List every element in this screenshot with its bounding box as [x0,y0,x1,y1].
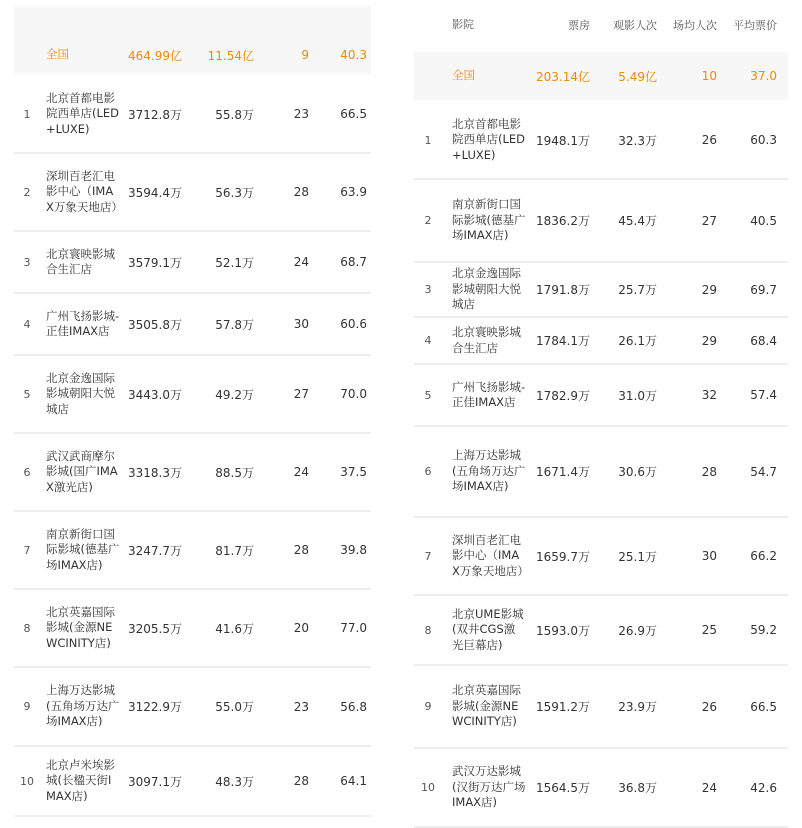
avg-viewers-value: 20 [293,621,309,635]
avg-price-value: 68.4 [750,333,777,348]
right-total-row[interactable] [414,52,788,102]
total-avg-viewers: 10 [701,69,717,83]
avg-viewers-value: 23 [293,107,309,121]
rank-number: 2 [424,214,432,227]
rank-number: 9 [424,700,432,713]
box-office-value: 3594.4万 [128,185,182,200]
table-row[interactable] [14,154,371,232]
rank-number: 4 [23,317,31,331]
total-box-office: 464.99亿 [128,48,182,63]
box-office-value: 1591.2万 [536,700,590,714]
rank-number: 3 [23,255,31,269]
avg-price-value: 66.2 [750,549,777,563]
cinema-name: 上海万达影城(五角场万达广场IMAX店) [452,448,526,494]
header-viewers[interactable]: 观影人次 [613,19,657,32]
table-row[interactable] [414,749,788,828]
table-row[interactable] [14,590,371,668]
avg-price-value: 60.3 [750,133,777,147]
table-row[interactable] [14,434,371,512]
box-office-value: 3443.0万 [128,387,182,402]
header-avg-price[interactable]: 平均票价 [733,19,777,32]
box-office-value: 3122.9万 [128,700,182,714]
box-office-value: 3712.8万 [128,107,182,122]
table-row[interactable] [414,263,788,318]
cinema-name: 北京卢米埃影城(长楹天街IMAX店) [46,757,115,803]
box-office-value: 1593.0万 [536,623,590,638]
total-avg-viewers: 9 [301,48,309,62]
avg-viewers-value: 26 [701,699,717,714]
box-office-value: 1659.7万 [536,549,590,564]
viewers-value: 26.1万 [618,334,657,348]
box-office-value: 3579.1万 [128,255,182,270]
avg-viewers-value: 29 [701,282,717,297]
avg-viewers-value: 32 [701,388,717,402]
viewers-value: 55.8万 [215,107,254,122]
viewers-value: 32.3万 [618,133,657,148]
total-box-office: 203.14亿 [536,69,590,84]
rank-number: 1 [23,107,31,121]
cinema-name: 广州飞扬影城-正佳IMAX店 [46,308,120,338]
table-row[interactable] [414,427,788,518]
box-office-value: 3247.7万 [128,543,182,558]
cinema-name: 武汉万达影城(汉街万达广场IMAX店) [452,764,526,810]
cinema-name: 南京新街口国际影城(德基广场IMAX店) [46,526,120,572]
table-row[interactable] [14,232,371,294]
cinema-name: 北京金逸国际影城朝阳大悦城店 [452,266,521,312]
avg-price-value: 70.0 [340,387,367,401]
avg-viewers-value: 29 [701,333,717,348]
rank-number: 6 [23,465,31,479]
rank-number: 8 [424,623,432,637]
box-office-value: 1782.9万 [536,388,590,403]
avg-price-value: 63.9 [340,185,367,199]
rank-number: 4 [424,334,432,347]
table-row[interactable] [414,318,788,365]
box-office-value: 1671.4万 [536,465,590,479]
left-table-header [14,6,371,36]
header-box-office[interactable]: 票房 [568,19,590,32]
cinema-name: 深圳百老汇电影中心（IMAX万象天地店） [46,168,123,214]
avg-viewers-value: 23 [293,699,309,714]
avg-viewers-value: 30 [701,549,717,563]
cinema-name: 北京英嘉国际影城(金源NEWCINITY店) [452,683,521,729]
viewers-value: 41.6万 [215,621,254,636]
avg-viewers-value: 28 [293,543,309,557]
rank-number: 6 [424,465,432,478]
avg-price-value: 77.0 [340,621,367,635]
avg-price-value: 42.6 [750,780,777,795]
cinema-name: 北京首都电影院西单店(LED+LUXE) [452,116,526,162]
rank-number: 10 [421,781,435,794]
avg-viewers-value: 24 [293,465,309,479]
box-office-value: 3505.8万 [128,317,182,332]
avg-price-value: 57.4 [750,388,777,402]
viewers-value: 45.4万 [618,214,657,228]
avg-price-value: 56.8 [340,699,367,714]
cinema-name: 北京寰映影城合生汇店 [46,246,115,276]
avg-viewers-value: 28 [293,185,309,199]
box-office-value: 1836.2万 [536,214,590,228]
cinema-name: 北京金逸国际影城朝阳大悦城店 [46,370,115,416]
table-row[interactable] [14,747,371,817]
rank-number: 1 [424,133,432,147]
table-row[interactable] [14,294,371,356]
viewers-value: 25.1万 [618,549,657,564]
cinema-name: 北京寰映影城合生汇店 [452,325,521,355]
rank-number: 2 [23,185,31,199]
viewers-value: 31.0万 [618,388,657,403]
table-row[interactable] [14,76,371,154]
avg-price-value: 68.7 [340,255,367,269]
cinema-name: 武汉武商摩尔影城(国广IMAX激光店) [46,448,118,494]
right-ranking-table [414,0,788,828]
avg-price-value: 40.5 [750,213,777,228]
viewers-value: 23.9万 [618,700,657,714]
viewers-value: 57.8万 [215,317,254,332]
table-row[interactable] [14,668,371,747]
total-avg-price: 40.3 [340,48,367,62]
avg-price-value: 60.6 [340,317,367,331]
viewers-value: 55.0万 [215,700,254,714]
box-office-value: 3318.3万 [128,465,182,480]
avg-price-value: 59.2 [750,623,777,637]
table-row[interactable] [414,180,788,263]
viewers-value: 36.8万 [618,781,657,795]
table-row[interactable] [414,666,788,749]
header-cinema: 影院 [452,18,474,32]
avg-price-value: 37.5 [340,465,367,479]
cinema-name: 上海万达影城(五角场万达广场IMAX店) [46,683,120,729]
total-label: 全国 [452,68,475,83]
header-avg-viewers[interactable]: 场均人次 [673,19,717,32]
table-row[interactable] [414,518,788,596]
cinema-name: 深圳百老汇电影中心（IMAX万象天地店） [452,532,529,578]
rank-number: 10 [20,774,34,788]
viewers-value: 26.9万 [618,623,657,638]
avg-price-value: 66.5 [340,107,367,121]
rank-number: 3 [424,283,432,296]
table-row[interactable] [14,356,371,434]
box-office-value: 3097.1万 [128,774,182,789]
box-office-value: 3205.5万 [128,621,182,636]
table-row[interactable] [14,512,371,590]
viewers-value: 56.3万 [215,185,254,200]
cinema-name: 北京首都电影院西单店(LED+LUXE) [46,90,120,136]
avg-price-value: 66.5 [750,699,777,714]
viewers-value: 48.3万 [215,774,254,789]
rank-number: 7 [424,549,432,563]
box-office-value: 1784.1万 [536,334,590,348]
right-table-header [414,0,788,52]
avg-viewers-value: 24 [293,255,309,269]
table-row[interactable] [414,596,788,666]
box-office-value: 1564.5万 [536,781,590,795]
total-label: 全国 [46,47,69,62]
avg-viewers-value: 30 [293,317,309,331]
total-viewers: 5.49亿 [618,69,657,84]
box-office-value: 1791.8万 [536,283,590,297]
rank-number: 8 [23,621,31,635]
total-avg-price: 37.0 [750,69,777,83]
table-row[interactable] [414,365,788,427]
avg-price-value: 69.7 [750,282,777,297]
rank-number: 7 [23,543,31,557]
avg-price-value: 54.7 [750,464,777,479]
viewers-value: 81.7万 [215,543,254,558]
avg-viewers-value: 24 [701,780,717,795]
viewers-value: 88.5万 [215,465,254,480]
box-office-value: 1948.1万 [536,133,590,148]
avg-price-value: 39.8 [340,543,367,557]
table-row[interactable] [414,102,788,180]
avg-viewers-value: 25 [701,623,717,637]
viewers-value: 25.7万 [618,283,657,297]
cinema-name: 北京UME影城(双井CGS激光巨幕店) [452,606,524,652]
avg-viewers-value: 28 [293,774,309,788]
avg-viewers-value: 28 [701,464,717,479]
avg-viewers-value: 26 [701,133,717,147]
avg-price-value: 64.1 [340,774,367,788]
avg-viewers-value: 27 [293,387,309,401]
viewers-value: 49.2万 [215,387,254,402]
cinema-name: 广州飞扬影城-正佳IMAX店 [452,379,526,409]
total-viewers: 11.54亿 [207,48,254,63]
viewers-value: 52.1万 [215,255,254,270]
left-ranking-table [14,0,371,817]
left-total-row[interactable] [14,36,371,76]
viewers-value: 30.6万 [618,465,657,479]
rank-number: 5 [424,388,432,402]
rank-number: 5 [23,387,31,401]
avg-viewers-value: 27 [701,213,717,228]
cinema-name: 北京英嘉国际影城(金源NEWCINITY店) [46,604,115,650]
cinema-name: 南京新街口国际影城(德基广场IMAX店) [452,197,526,243]
rank-number: 9 [23,700,31,713]
